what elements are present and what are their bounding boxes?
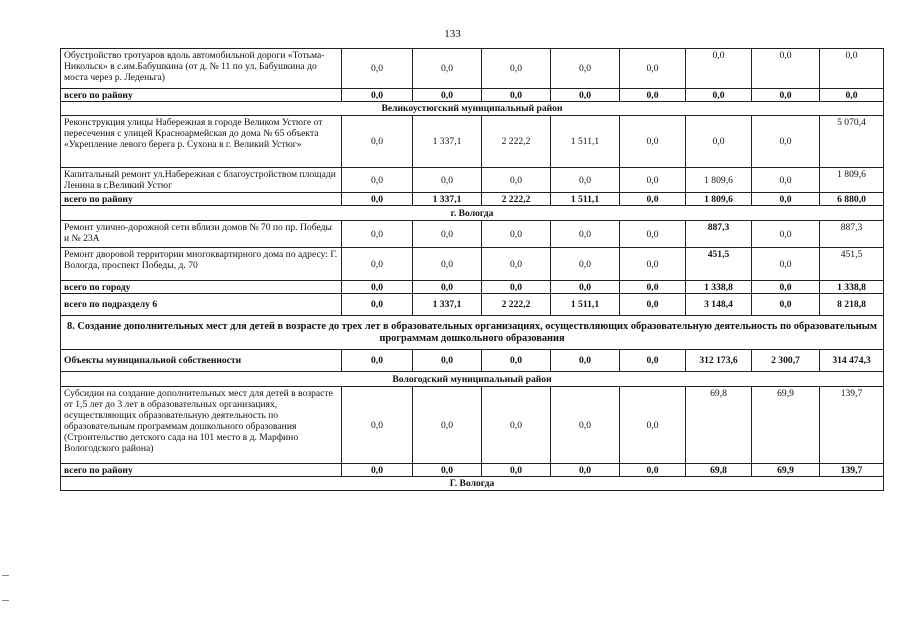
district-heading: Великоустюгский муниципальный район — [61, 102, 884, 116]
table-row — [61, 168, 884, 193]
value-cell: 1 337,1 — [413, 116, 482, 168]
value-cell: 0,0 — [620, 116, 686, 168]
value-cell: 0,0 — [482, 168, 551, 193]
value-cell: 1 337,1 — [413, 294, 482, 316]
value-cell: 1 338,8 — [820, 281, 884, 294]
value-cell: 0,0 — [413, 464, 482, 477]
value-cell: 0,0 — [413, 89, 482, 102]
value-cell: 0,0 — [413, 221, 482, 248]
value-cell: 0,0 — [342, 294, 413, 316]
value-cell: 139,7 — [820, 464, 884, 477]
value-cell: 0,0 — [551, 248, 620, 281]
page-number: 133 — [444, 28, 461, 40]
value-cell: 314 474,3 — [820, 350, 884, 372]
value-cell: 1 338,8 — [686, 281, 752, 294]
value-cell: 0,0 — [342, 193, 413, 206]
district-heading: Г. Вологда — [61, 477, 884, 491]
value-cell: 1 809,6 — [820, 168, 884, 193]
value-cell: 0,0 — [551, 350, 620, 372]
value-cell: 0,0 — [620, 248, 686, 281]
value-cell: 312 173,6 — [686, 350, 752, 372]
district-heading: г. Вологда — [61, 206, 884, 221]
value-cell: 1 511,1 — [551, 294, 620, 316]
value-cell: 0,0 — [482, 49, 551, 89]
value-cell: 0,0 — [820, 89, 884, 102]
value-cell: 0,0 — [342, 116, 413, 168]
value-cell: 0,0 — [620, 221, 686, 248]
district-heading-row — [61, 102, 884, 116]
value-cell: 0,0 — [342, 168, 413, 193]
row-name-cell: Субсидии на создание дополнительных мест для детей в возрасте от 1,5 лет до 3 лет в образовательных организациях, осуществляющих образовательную деятельность по образовательным программам дошкольного образования (Строительство детского сада на 101 место в д. Марфино Вологодского района) — [61, 387, 342, 464]
value-cell: 0,0 — [342, 350, 413, 372]
value-cell: 8 218,8 — [820, 294, 884, 316]
value-cell: 0,0 — [620, 294, 686, 316]
value-cell: 0,0 — [752, 49, 820, 89]
margin-mark — [2, 600, 9, 601]
value-cell: 887,3 — [686, 221, 752, 248]
value-cell: 0,0 — [551, 281, 620, 294]
row-name-cell: всего по району — [61, 464, 342, 477]
value-cell: 0,0 — [551, 221, 620, 248]
value-cell: 0,0 — [752, 248, 820, 281]
value-cell: 0,0 — [482, 281, 551, 294]
value-cell: 0,0 — [342, 281, 413, 294]
value-cell: 3 148,4 — [686, 294, 752, 316]
value-cell: 2 222,2 — [482, 193, 551, 206]
value-cell: 0,0 — [686, 116, 752, 168]
row-name-cell: всего по району — [61, 193, 342, 206]
value-cell: 0,0 — [413, 168, 482, 193]
total-row — [61, 464, 884, 477]
value-cell: 5 070,4 — [820, 116, 884, 168]
value-cell: 0,0 — [342, 221, 413, 248]
value-cell: 0,0 — [752, 116, 820, 168]
section-heading-row — [61, 316, 884, 350]
value-cell: 139,7 — [820, 387, 884, 464]
row-name-cell: Ремонт дворовой территории многоквартирного дома по адресу: Г. Вологда, проспект Победы, д. 70 — [61, 248, 342, 281]
row-name-cell: Капитальный ремонт ул.Набережная с благоустройством площади Ленина в г.Великий Устюг — [61, 168, 342, 193]
value-cell: 0,0 — [686, 89, 752, 102]
value-cell: 0,0 — [620, 49, 686, 89]
value-cell: 451,5 — [686, 248, 752, 281]
table-row — [61, 387, 884, 464]
value-cell: 0,0 — [551, 89, 620, 102]
margin-mark — [2, 575, 9, 576]
value-cell: 0,0 — [482, 464, 551, 477]
district-heading-row — [61, 477, 884, 491]
value-cell: 0,0 — [413, 350, 482, 372]
value-cell: 1 809,6 — [686, 168, 752, 193]
value-cell: 0,0 — [551, 387, 620, 464]
value-cell: 0,0 — [620, 464, 686, 477]
value-cell: 0,0 — [820, 49, 884, 89]
value-cell: 2 300,7 — [752, 350, 820, 372]
value-cell: 0,0 — [342, 248, 413, 281]
value-cell: 0,0 — [752, 193, 820, 206]
value-cell: 0,0 — [620, 350, 686, 372]
value-cell: 0,0 — [752, 294, 820, 316]
value-cell: 1 511,1 — [551, 116, 620, 168]
value-cell: 0,0 — [482, 221, 551, 248]
district-heading-row — [61, 206, 884, 221]
total-row — [61, 89, 884, 102]
value-cell: 0,0 — [620, 193, 686, 206]
total-row — [61, 294, 884, 316]
value-cell: 0,0 — [482, 248, 551, 281]
value-cell: 0,0 — [620, 168, 686, 193]
row-name-cell: всего по району — [61, 89, 342, 102]
value-cell: 0,0 — [620, 281, 686, 294]
value-cell: 6 880,0 — [820, 193, 884, 206]
table-row — [61, 49, 884, 89]
value-cell: 0,0 — [752, 89, 820, 102]
value-cell: 0,0 — [686, 49, 752, 89]
district-heading-row — [61, 372, 884, 387]
value-cell: 0,0 — [342, 49, 413, 89]
value-cell: 0,0 — [620, 387, 686, 464]
value-cell: 0,0 — [413, 387, 482, 464]
value-cell: 0,0 — [551, 49, 620, 89]
value-cell: 2 222,2 — [482, 294, 551, 316]
table-row — [61, 248, 884, 281]
total-row — [61, 350, 884, 372]
table-row — [61, 116, 884, 168]
value-cell: 69,9 — [752, 387, 820, 464]
value-cell: 887,3 — [820, 221, 884, 248]
value-cell: 0,0 — [342, 387, 413, 464]
value-cell: 69,8 — [686, 464, 752, 477]
value-cell: 69,9 — [752, 464, 820, 477]
row-name-cell: всего по подразделу 6 — [61, 294, 342, 316]
district-heading: Вологодский муниципальный район — [61, 372, 884, 387]
value-cell: 0,0 — [413, 49, 482, 89]
value-cell: 0,0 — [551, 168, 620, 193]
value-cell: 2 222,2 — [482, 116, 551, 168]
value-cell: 1 809,6 — [686, 193, 752, 206]
row-name-cell: Обустройство тротуаров вдоль автомобильной дороги «Тотьма-Никольск» в с.им.Бабушкина (от д. № 11 по ул. Бабушкина до моста через р. Леденьга) — [61, 49, 342, 89]
value-cell: 0,0 — [752, 168, 820, 193]
row-name-cell: Объекты муниципальной собственности — [61, 350, 342, 372]
total-row — [61, 281, 884, 294]
value-cell: 0,0 — [551, 464, 620, 477]
value-cell: 0,0 — [342, 464, 413, 477]
value-cell: 0,0 — [482, 387, 551, 464]
value-cell: 0,0 — [482, 350, 551, 372]
value-cell: 451,5 — [820, 248, 884, 281]
total-row — [61, 193, 884, 206]
value-cell: 1 511,1 — [551, 193, 620, 206]
value-cell: 0,0 — [620, 89, 686, 102]
row-name-cell: всего по городу — [61, 281, 342, 294]
value-cell: 0,0 — [342, 89, 413, 102]
value-cell: 1 337,1 — [413, 193, 482, 206]
row-name-cell: Реконструкция улицы Набережная в городе Великом Устюге от пересечения с улицей Красноармейская до дома № 65 объекта «Укрепление левого берега р. Сухона в г. Великий Устюг» — [61, 116, 342, 168]
value-cell: 69,8 — [686, 387, 752, 464]
value-cell: 0,0 — [752, 281, 820, 294]
value-cell: 0,0 — [752, 221, 820, 248]
section-title: 8. Создание дополнительных мест для детей в возрасте до трех лет в образовательных организациях, осуществляющих образовательную деятельность по образовательным программам дошкольного образования — [61, 316, 884, 350]
table-row — [61, 221, 884, 248]
row-name-cell: Ремонт улично-дорожной сети вблизи домов № 70 по пр. Победы и № 23А — [61, 221, 342, 248]
value-cell: 0,0 — [413, 248, 482, 281]
budget-table — [60, 48, 884, 491]
value-cell: 0,0 — [482, 89, 551, 102]
value-cell: 0,0 — [413, 281, 482, 294]
